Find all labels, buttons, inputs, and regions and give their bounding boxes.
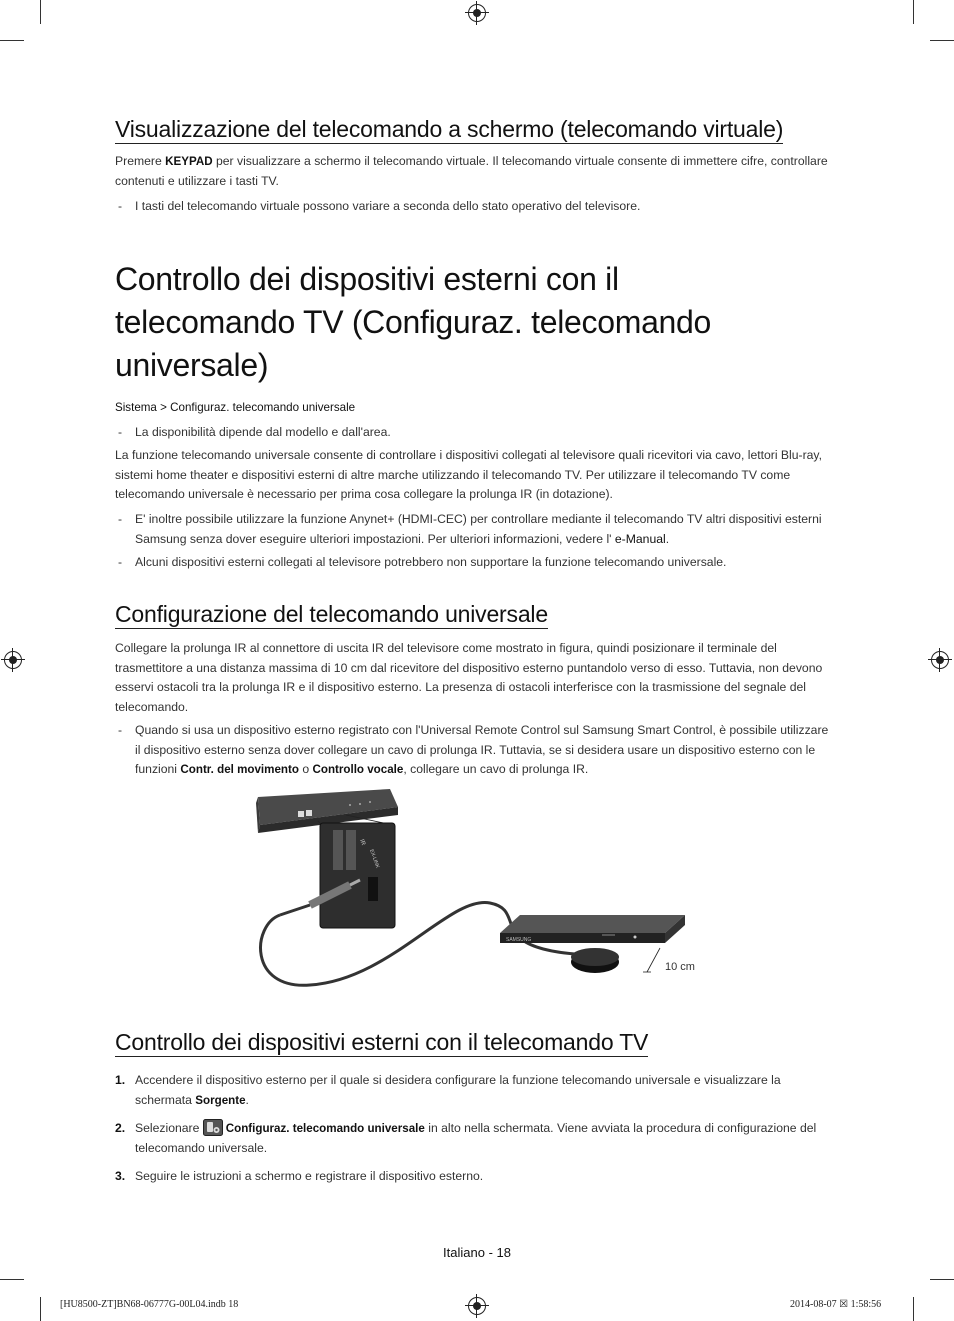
svg-text:EX-LINK: EX-LINK [368, 848, 381, 869]
step-1: 1. Accendere il dispositivo esterno per il quale si desidera configurare la funzione telecomando universale e visualizzare la schermata Sorgente. [115, 1073, 781, 1107]
sorgente-label: Sorgente [195, 1093, 246, 1107]
body-paragraph: Premere KEYPAD per visualizzare a schermo il telecomando virtuale. Il telecomando virtuale consente di immettere cifre, controllare contenuti e utilizzare i tasti TV. [115, 154, 828, 188]
universal-remote-settings-icon [203, 1119, 223, 1136]
crop-mark [913, 0, 914, 24]
note: - I tasti del telecomando virtuale possono variare a seconda dello stato operativo del televisore. [118, 199, 641, 213]
section-title: Configurazione del telecomando universale [115, 601, 548, 627]
breadcrumb-item-sistema: Sistema [115, 401, 157, 414]
section-universal-remote [115, 258, 837, 387]
crop-mark [0, 40, 24, 41]
ir-blaster [571, 948, 619, 973]
device-brand-label: SAMSUNG [506, 937, 532, 943]
voice-control-label: Controllo vocale [312, 763, 404, 776]
step-3: 3. Seguire le istruzioni a schermo e registrare il dispositivo esterno. [115, 1169, 484, 1183]
keypad-label: KEYPAD [165, 155, 213, 168]
body-paragraph: Collegare la prolunga IR al connettore di uscita IR del televisore come mostrato in figura, quindi posizionare il terminale del trasmettitore a una distanza massima di 10 cm dal ricevitore del dispositivo esterno puntandolo verso di esso. Tuttavia, non devono esservi ostacoli tra la prolunga IR e il dispositivo esterno. La presenza di ostacoli interferisce con la trasmissione del segnale del telecomando. [115, 641, 823, 714]
crop-mark [930, 40, 954, 41]
ir-extender-cable [261, 902, 590, 985]
section-title: Controllo dei dispositivi esterni con il telecomando TV [115, 1029, 649, 1055]
ir-extender-connection-figure [250, 785, 700, 990]
print-slug-left: [HU8500-ZT]BN68-06777G-00L04.indb 18 [60, 1299, 239, 1310]
crop-mark [0, 1279, 24, 1280]
crop-mark [40, 1297, 41, 1321]
section-title: Visualizzazione del telecomando a schermo (telecomando virtuale) [115, 116, 784, 142]
section-virtual-remote [115, 116, 837, 144]
crop-mark [930, 1279, 954, 1280]
registration-mark-icon [468, 1297, 486, 1315]
svg-text:IR: IR [358, 838, 366, 847]
note: - La disponibilità dipende dal modello e dall'area. [118, 425, 391, 439]
body-paragraph: La funzione telecomando universale consente di controllare i dispositivi collegati al televisore quali ricevitori via cavo, lettori Blu-ray, sistemi home theater e dispositivi esterni di altre marche utilizzando il telecomando TV. Per utilizzare il telecomando TV come telecomando universale è necessario per prima cosa collegare la prolunga IR (in dotazione). [115, 448, 823, 501]
registration-mark-icon [931, 651, 949, 669]
registration-mark-icon [4, 651, 22, 669]
crop-mark [40, 0, 41, 24]
config-universal-remote-label: Configuraz. telecomando universale [225, 1122, 425, 1135]
e-manual-link: e-Manual [614, 531, 666, 546]
breadcrumb-item-config: Configuraz. telecomando universale [170, 401, 356, 414]
distance-label: 10 cm [665, 961, 695, 973]
registration-mark-icon [468, 4, 486, 22]
step-2: 2. Selezionare Configuraz. telecomando universale in alto nella schermata. Viene avviata la procedura di configurazione del telecomando universale. [115, 1121, 817, 1155]
note: - Alcuni dispositivi esterni collegati al televisore potrebbero non supportare la funzione telecomando universale. [118, 555, 727, 569]
steps-list [115, 1071, 837, 1187]
crop-mark [913, 1297, 914, 1321]
virtual-remote-body [115, 152, 837, 191]
external-device [500, 915, 685, 943]
page-number: Italiano - 18 [443, 1245, 511, 1260]
note: - Quando si usa un dispositivo esterno registrato con l'Universal Remote Control sul Samsung Smart Control, è possibile utilizzare il dispositivo esterno senza dover collegare un cavo di prolunga IR. Tuttavia, se si desidera usare un dispositivo esterno con le funzioni Contr. del movimento o Controllo vocale, collegare un cavo di prolunga IR. [118, 723, 829, 776]
ir-out-connector-closeup [320, 823, 395, 928]
chapter-title: Controllo dei dispositivi esterni con il telecomando TV (Configuraz. telecomando universale) [115, 261, 712, 383]
breadcrumb: Sistema > Configuraz. telecomando universale [115, 401, 356, 414]
note: - E' inoltre possibile utilizzare la funzione Anynet+ (HDMI-CEC) per controllare mediante il telecomando TV altri dispositivi esterni Samsung senza dover eseguire ulteriori impostazioni. Per ulteriori informazioni, vedere l' e-Manual. [118, 512, 822, 546]
motion-control-label: Contr. del movimento [180, 763, 299, 776]
print-slug-right: 2014-08-07 ☒ 1:58:56 [790, 1299, 882, 1310]
